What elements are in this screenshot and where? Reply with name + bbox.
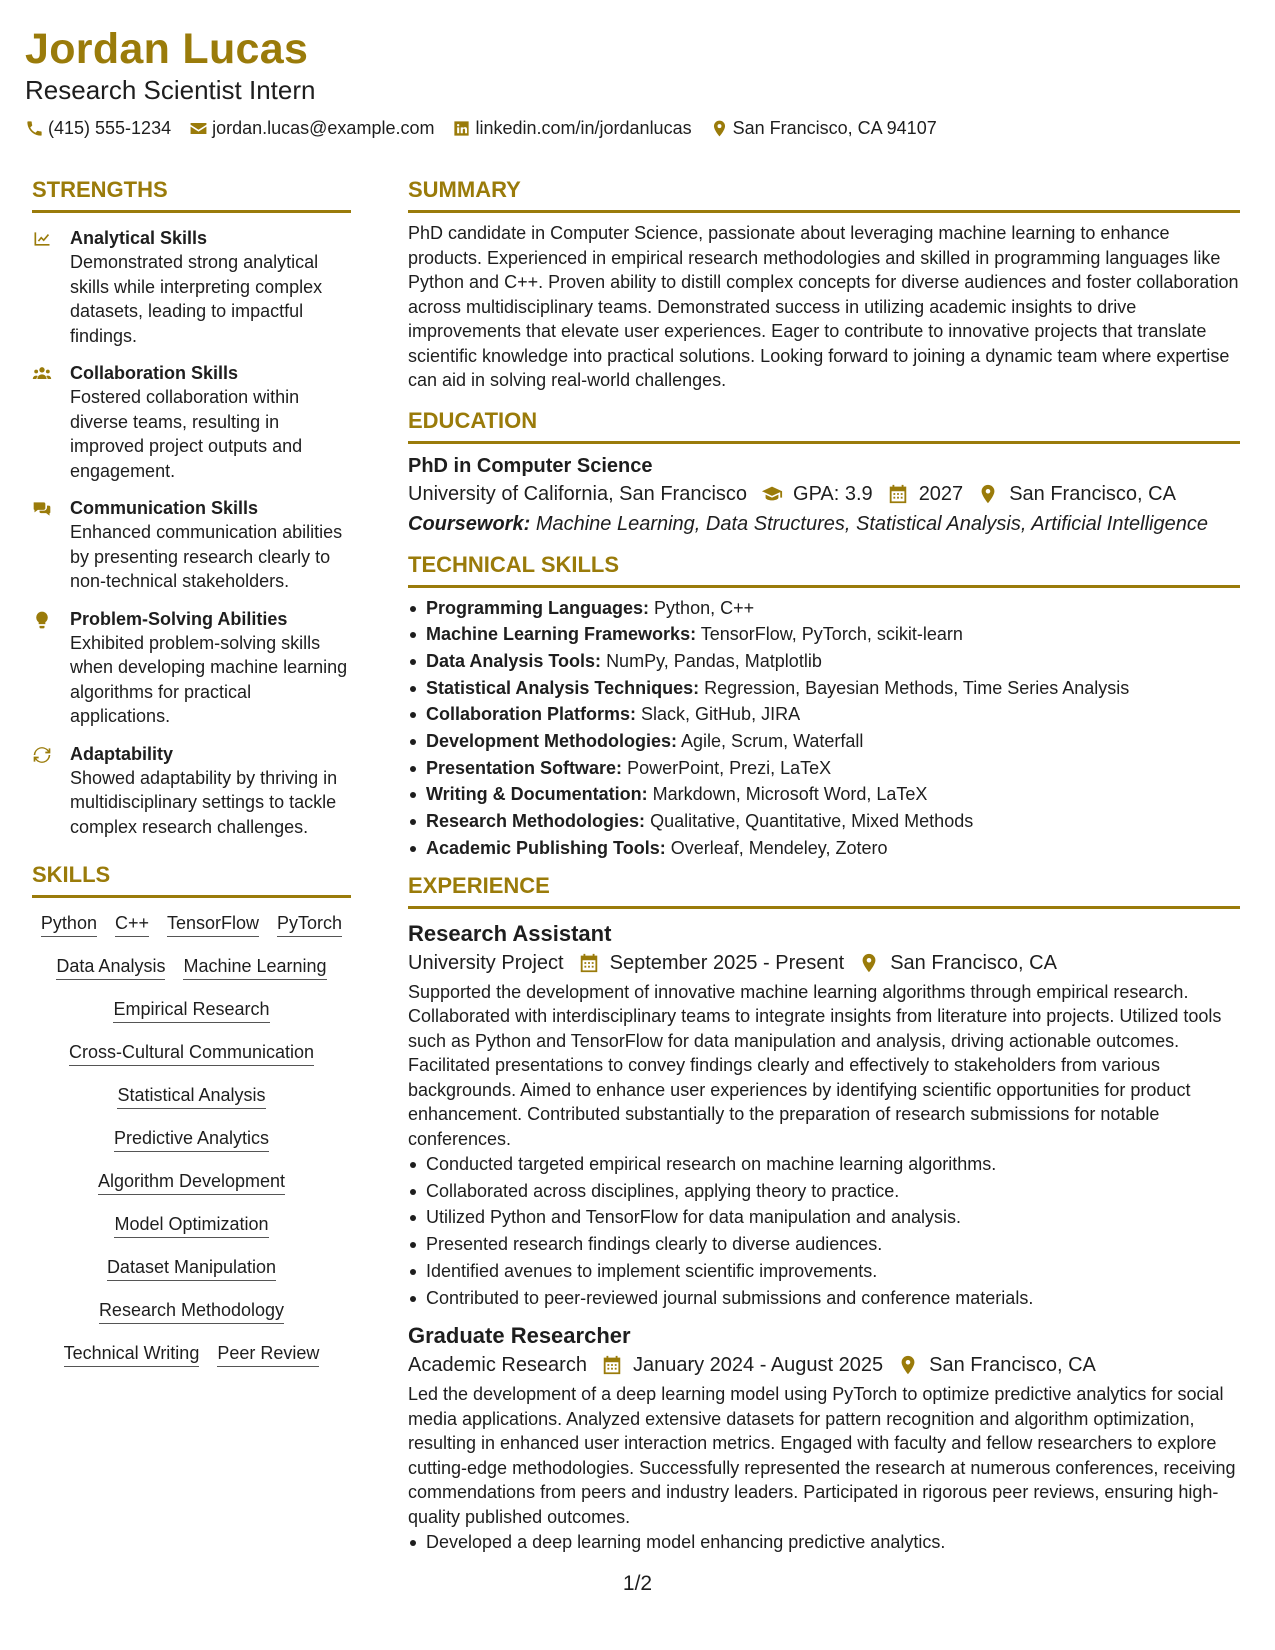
sync-icon — [32, 745, 52, 765]
list-item: Writing & Documentation: Markdown, Microsoft Word, LaTeX — [408, 781, 1240, 808]
map-marker-icon — [977, 483, 999, 505]
job-org: University Project — [408, 951, 564, 974]
skills-heading: SKILLS — [32, 861, 351, 898]
lightbulb-icon — [32, 610, 52, 630]
resume-header — [25, 24, 1245, 140]
technical-skills-list — [408, 595, 1240, 862]
degree-title: PhD in Computer Science — [408, 454, 653, 477]
skill-tag: Python — [41, 912, 97, 937]
strength-item — [32, 361, 351, 483]
job-description: Supported the development of innovative machine learning algorithms through empirical research. Collaborated with interdisciplinary teams to integrate insights from literature into projects. Utilized tools such as Python and TensorFlow for data manipulation and analysis, driving actionable outcomes. Facilitated presentations to convey findings clearly and effectively to stakeholders from various backgrounds. Aimed to enhance user experiences by identifying scientific opportunities for product enhancement. Contributed substantially to the preparation of research submissions for notable conferences. — [408, 981, 1222, 1149]
job-description: Led the development of a deep learning model using PyTorch to optimize predictive analytics for social media applications. Analyzed extensive datasets for pattern recognition and algorithm optimization, resulting in enhanced user interaction metrics. Engaged with faculty and fellow researchers to explore cutting-edge methodologies. Successfully represented the research at numerous conferences, receiving commendations from peers and industry leaders. Participated in rigorous peer reviews, ensuring high-quality published outcomes. — [408, 1384, 1236, 1527]
skill-tag: Cross-Cultural Communication — [69, 1041, 314, 1066]
skill-tag: Data Analysis — [56, 955, 165, 980]
list-item: Presented research findings clearly to diverse audiences. — [408, 1231, 1240, 1258]
skill-tag: PyTorch — [277, 912, 342, 937]
skill-tag: Predictive Analytics — [114, 1127, 269, 1152]
experience-heading: EXPERIENCE — [408, 872, 1240, 909]
list-item: Developed a deep learning model enhancing predictive analytics. — [408, 1529, 1240, 1556]
skill-tag: Dataset Manipulation — [107, 1256, 276, 1281]
skill-tag: Peer Review — [217, 1342, 319, 1367]
summary-text: PhD candidate in Computer Science, passionate about leveraging machine learning to enhance products. Experienced in empirical research methodologies and skilled in programming languages like Python and C++. Proven ability to distill complex concepts for diverse audiences and foster collaboration across multidisciplinary teams. Demonstrated success in utilizing academic insights to drive improvements that elevate user experiences. Eager to contribute to innovative projects that translate scientific knowledge into practical solutions. Looking forward to joining a dynamic team where expertise can aid in solving real-world challenges. — [408, 223, 1239, 390]
list-item: Academic Publishing Tools: Overleaf, Mendeley, Zotero — [408, 835, 1240, 862]
calendar-icon — [887, 483, 909, 505]
contact-row — [25, 116, 1245, 140]
job-org: Academic Research — [408, 1354, 587, 1377]
education-location: San Francisco, CA — [977, 479, 1176, 509]
education-heading: EDUCATION — [408, 407, 1240, 444]
linkedin-text: linkedin.com/in/jordanlucas — [475, 118, 692, 138]
job-title: Research Assistant — [408, 920, 612, 946]
contact-email[interactable] — [189, 116, 434, 140]
skill-tag: Research Methodology — [99, 1299, 284, 1324]
skill-tag: Technical Writing — [64, 1342, 200, 1367]
list-item: Development Methodologies: Agile, Scrum, Waterfall — [408, 728, 1240, 755]
map-marker-icon — [897, 1354, 919, 1376]
map-marker-icon — [858, 952, 880, 974]
envelope-icon — [189, 119, 208, 138]
strength-desc: Enhanced communication abilities by presenting research clearly to non-technical stakeholders. — [70, 522, 343, 591]
experience-entry — [408, 920, 1240, 1312]
map-marker-icon — [710, 119, 729, 138]
list-item: Presentation Software: PowerPoint, Prezi, LaTeX — [408, 755, 1240, 782]
skill-tag: Statistical Analysis — [117, 1084, 265, 1109]
skill-tag: Model Optimization — [114, 1213, 268, 1238]
list-item: Collaboration Platforms: Slack, GitHub, JIRA — [408, 701, 1240, 728]
job-bullets — [408, 1529, 1240, 1556]
strength-title: Problem-Solving Abilities — [70, 608, 288, 629]
coursework: Coursework: Machine Learning, Data Structures, Statistical Analysis, Artificial Intelligence — [408, 512, 1208, 535]
education-meta — [408, 479, 1240, 509]
comments-icon — [32, 499, 52, 519]
skill-tag: C++ — [115, 912, 149, 937]
strength-title: Analytical Skills — [70, 228, 208, 248]
job-meta — [408, 948, 1240, 978]
list-item: Data Analysis Tools: NumPy, Pandas, Matplotlib — [408, 648, 1240, 675]
strength-title: Collaboration Skills — [70, 363, 239, 383]
calendar-icon — [601, 1354, 623, 1376]
contact-phone[interactable] — [25, 116, 171, 140]
school-name: University of California, San Francisco — [408, 482, 748, 505]
skill-tag: Machine Learning — [183, 955, 326, 980]
strength-desc: Showed adaptability by thriving in multidisciplinary settings to tackle complex research challenges. — [70, 767, 338, 837]
list-item: Machine Learning Frameworks: TensorFlow, PyTorch, scikit-learn — [408, 621, 1240, 648]
list-item: Identified avenues to implement scientific improvements. — [408, 1258, 1240, 1285]
calendar-icon — [578, 952, 600, 974]
strength-title: Adaptability — [70, 743, 174, 764]
phone-text: (415) 555-1234 — [48, 118, 172, 138]
graduation-cap-icon — [761, 483, 783, 505]
candidate-name: Jordan Lucas — [25, 25, 309, 73]
list-item: Programming Languages: Python, C++ — [408, 595, 1240, 622]
strength-item — [32, 226, 351, 348]
strength-desc: Fostered collaboration within diverse teams, resulting in improved project outputs and engagement. — [70, 387, 303, 481]
email-text: jordan.lucas@example.com — [212, 118, 435, 138]
job-title: Graduate Researcher — [408, 1323, 631, 1349]
strength-item — [32, 742, 351, 840]
strengths-heading: STRENGTHS — [32, 176, 351, 213]
users-icon — [32, 364, 52, 384]
skill-tag: TensorFlow — [167, 912, 259, 937]
contact-linkedin[interactable] — [452, 116, 691, 140]
skill-tag: Empirical Research — [113, 998, 269, 1023]
candidate-title: Research Scientist Intern — [25, 75, 316, 105]
linkedin-icon — [452, 119, 471, 138]
contact-location — [710, 116, 937, 140]
job-location: San Francisco, CA — [858, 948, 1057, 978]
strength-item — [32, 607, 351, 729]
experience-entry — [408, 1322, 1240, 1556]
job-meta — [408, 1350, 1240, 1380]
skill-tag: Algorithm Development — [98, 1170, 285, 1195]
graduation-year: 2027 — [887, 479, 964, 509]
list-item: Research Methodologies: Qualitative, Quantitative, Mixed Methods — [408, 808, 1240, 835]
strength-title: Communication Skills — [70, 498, 259, 518]
summary-heading: SUMMARY — [408, 176, 1240, 213]
chart-line-icon — [32, 229, 52, 249]
strength-desc: Exhibited problem-solving skills when developing machine learning algorithms for practical applications. — [70, 632, 348, 726]
phone-icon — [25, 119, 44, 138]
job-bullets — [408, 1151, 1240, 1311]
gpa: GPA: 3.9 — [761, 479, 873, 509]
strength-desc: Demonstrated strong analytical skills while interpreting complex datasets, leading to impactful findings. — [70, 252, 323, 346]
list-item: Collaborated across disciplines, applying theory to practice. — [408, 1178, 1240, 1205]
job-dates: September 2025 - Present — [578, 948, 845, 978]
list-item: Conducted targeted empirical research on machine learning algorithms. — [408, 1151, 1240, 1178]
location-text: San Francisco, CA 94107 — [732, 118, 937, 138]
technical-skills-heading: TECHNICAL SKILLS — [408, 551, 1240, 588]
job-location: San Francisco, CA — [897, 1350, 1096, 1380]
list-item: Contributed to peer-reviewed journal submissions and conference materials. — [408, 1285, 1240, 1312]
left-column — [32, 176, 351, 1367]
list-item: Statistical Analysis Techniques: Regression, Bayesian Methods, Time Series Analysis — [408, 675, 1240, 702]
right-column — [408, 176, 1240, 1556]
page-number: 1/2 — [622, 1572, 653, 1595]
job-dates: January 2024 - August 2025 — [601, 1350, 883, 1380]
strength-item — [32, 496, 351, 594]
list-item: Utilized Python and TensorFlow for data manipulation and analysis. — [408, 1204, 1240, 1231]
skills-tag-list — [32, 912, 351, 1367]
